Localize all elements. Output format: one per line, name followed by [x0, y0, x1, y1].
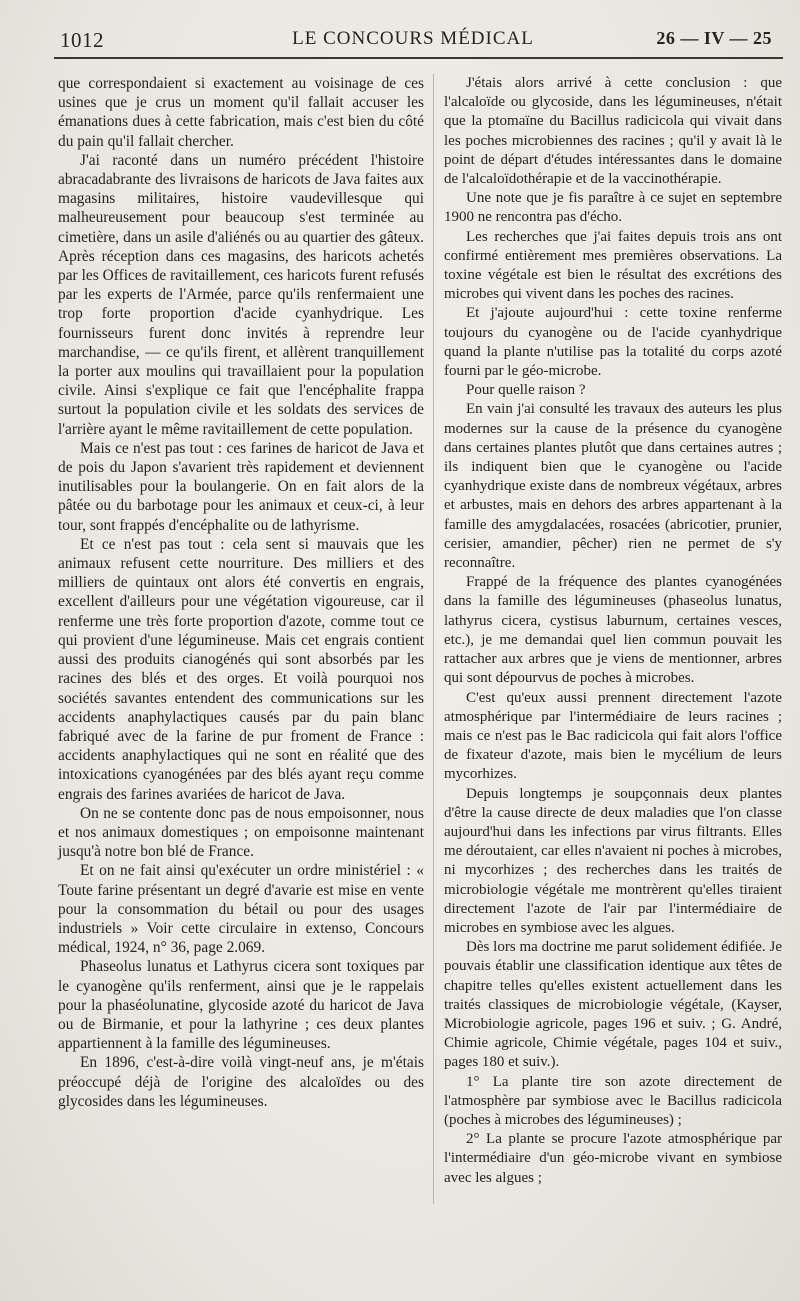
- left-column: [58, 74, 424, 1111]
- paragraph: 1° La plante tire son azote directement de l'atmosphère par symbiose avec le Bacillus radicicola (poches à microbes des légumineuses) ;: [444, 1073, 782, 1128]
- paragraph: On ne se contente donc pas de nous empoisonner, nous et nos animaux domestiques ; on empoisonne maintenant jusqu'à notre bon blé de France.: [58, 804, 424, 861]
- paragraph: En vain j'ai consulté les travaux des auteurs les plus modernes sur la cause de la présence du cyanogène dans certaines plantes plutôt que dans certaines autres ; ils indiquent bien que le cyanogène ou l'acide cyanhydrique existe dans de nombreux végétaux, arbres et arbustes, mais en dehors des arbres appartenant à la famille des amygdalacées, rosacées (abricotier, prunier, cerisier, amandier, pêcher) rien ne permet de s'y reconnaître.: [444, 401, 782, 572]
- paragraph: Phaseolus lunatus et Lathyrus cicera sont toxiques par le cyanogène qu'ils renferment, ainsi que je le rappelais pour la phaséolunatine, glycoside azoté du haricot de Java ou de Birmanie, et pour la lathyrine ; ces deux plantes appartiennent à la famille des légumineuses.: [58, 958, 424, 1053]
- paragraph: Depuis longtemps je soupçonnais deux plantes d'être la cause directe de deux maladies que l'on classe aujourd'hui dans les infections par virus filtrants. Elles me déroutaient, car elles n'avaient ni poches à microbes, ni mycorhizes ; des recherches dans les traités de microbiologie végétale me montrèrent qu'elles tiraient directement l'azote de l'air par l'intermédiaire de microbes en symbiose avec les algues.: [444, 785, 782, 936]
- header-rule: [54, 57, 783, 59]
- paragraph: Frappé de la fréquence des plantes cyanogénées dans la famille des légumineuses (phaseolus lunatus, lathyrus cicera, cystisus laburnum, certaines vesces, etc.), je me demandai quel lien commun pouvait les rattacher aux arbres que je viens de mentionner, arbres qui sont dépourvus de poches à microbes.: [444, 574, 782, 687]
- paragraph: Et on ne fait ainsi qu'exécuter un ordre ministériel : « Toute farine présentant un degré d'avarie est mise en vente pour la consommation du bétail ou pour des usages industriels » Voir cette circulaire in extenso, Concours médical, 1924, n° 36, page 2.069.: [58, 862, 424, 957]
- paragraph: 2° La plante se procure l'azote atmosphérique par l'intermédiaire d'un géo-microbe vivant en symbiose avec les algues ;: [444, 1131, 782, 1186]
- journal-title: LE CONCOURS MÉDICAL: [292, 28, 534, 49]
- right-column: [444, 74, 782, 1188]
- paragraph: Pour quelle raison ?: [466, 382, 586, 399]
- paragraph: Et ce n'est pas tout : cela sent si mauvais que les animaux refusent cette nourriture. Des milliers et des milliers de quintaux ont alors été convertis en engrais, excellent d'ailleurs pour une végétation vigoureuse, car il renferme une très forte proportion d'azote, comme tout ce qui provient d'une légumineuse. Mais cet engrais contient aussi des produits cianogénés qui sont absorbés par les racines des blés et des orges. Et voilà pourquoi nos sociétés savantes entendent des communications sur les accidents anaphylactiques causés par du pain blanc fabriqué avec de la farine de pur froment de France : accidents anaphylactiques qui ne sont en réalité que des intoxications cyanogénées par des blés ayant reçu comme engrais des farines avariées de haricot de Java.: [58, 535, 424, 803]
- paragraph: Dès lors ma doctrine me parut solidement édifiée. Je pouvais établir une classification identique aux têtes de chapitre telles qu'elles existent actuellement dans les traités classiques de microbiologie végétale, (Kayser, Microbiologie agricole, pages 196 et suiv. ; G. André, Chimie agricole, Chimie végétale, pages 104 et suiv., pages 180 et suiv.).: [444, 939, 782, 1071]
- paragraph: J'étais alors arrivé à cette conclusion : que l'alcaloïde ou glycoside, dans les légumineuses, n'était que la ptomaïne du Bacillus radicicola qui vivait dans les poches microbiennes des racines ; qu'il y avait là le point de départ d'études intéressantes dans le domaine de l'alcaloïdothérapie et de la vaccinothérapie.: [444, 75, 782, 188]
- issue-date: 26 — IV — 25: [656, 28, 772, 48]
- page-header: [40, 28, 786, 56]
- paragraph: que correspondaient si exactement au voisinage de ces usines que je crus un moment qu'il fallait accuser les émanations dues à cette fabrication, mais c'est bien du côté du pain qu'il fallait chercher.: [58, 75, 424, 150]
- paragraph: C'est qu'eux aussi prennent directement l'azote atmosphérique par l'intermédiaire de leurs racines ; mais ce n'est pas le Bac radicicola qui fait alors l'office de fixateur d'azote, mais bien le mycélium de leurs mycorhizes.: [444, 689, 782, 783]
- paragraph: J'ai raconté dans un numéro précédent l'histoire abracadabrante des livraisons de haricots de Java faites aux magasins militaires, histoire vaudevillesque qui malheureusement pour beaucoup s'est terminée au cimetière, dans un asile d'aliénés ou au quartier des gâteux. Après réception dans ces magasins, des haricots achetés par les Offices de ravitaillement, ces haricots furent refusés par les experts de l'Armée, parce qu'ils renfermaient une trop forte proportion d'acide cyanhydrique. Les fournisseurs furent donc invités à reprendre leur marchandise, — ce qu'ils firent, et allèrent tranquillement la porter aux moulins qui travaillaient pour la population civile. Ainsi s'explique ce fait que l'encéphalite frappa surtout la population civile et les soldats des services de l'arrière ayant le même ravitaillement de cette population.: [58, 151, 424, 438]
- paragraph: Une note que je fis paraître à ce sujet en septembre 1900 ne rencontra pas d'écho.: [444, 190, 782, 226]
- paragraph: Les recherches que j'ai faites depuis trois ans ont confirmé entièrement mes premières observations. La toxine végétale est bien le résultat des excrétions des microbes qui vivent dans les poches des racines.: [444, 228, 782, 303]
- paragraph: En 1896, c'est-à-dire voilà vingt-neuf ans, je m'étais préoccupé déjà de l'origine des alcaloïdes ou des glycosides dans les légumineuses.: [58, 1054, 424, 1110]
- column-divider: [433, 74, 434, 1204]
- paragraph: Mais ce n'est pas tout : ces farines de haricot de Java et de pois du Japon s'avarient très rapidement et deviennent inutilisables pour la boulangerie. On en fait alors de la pâtée ou du barbotage pour les animaux et ceux-ci, à leur tour, sont frappés d'encéphalite ou de lathyrisme.: [58, 439, 424, 534]
- page-number: 1012: [60, 28, 104, 52]
- paragraph: Et j'ajoute aujourd'hui : cette toxine renferme toujours du cyanogène ou de l'acide cyanhydrique quand la plante n'utilise pas la totalité du corps azoté fourni par le géo-microbe.: [444, 305, 782, 380]
